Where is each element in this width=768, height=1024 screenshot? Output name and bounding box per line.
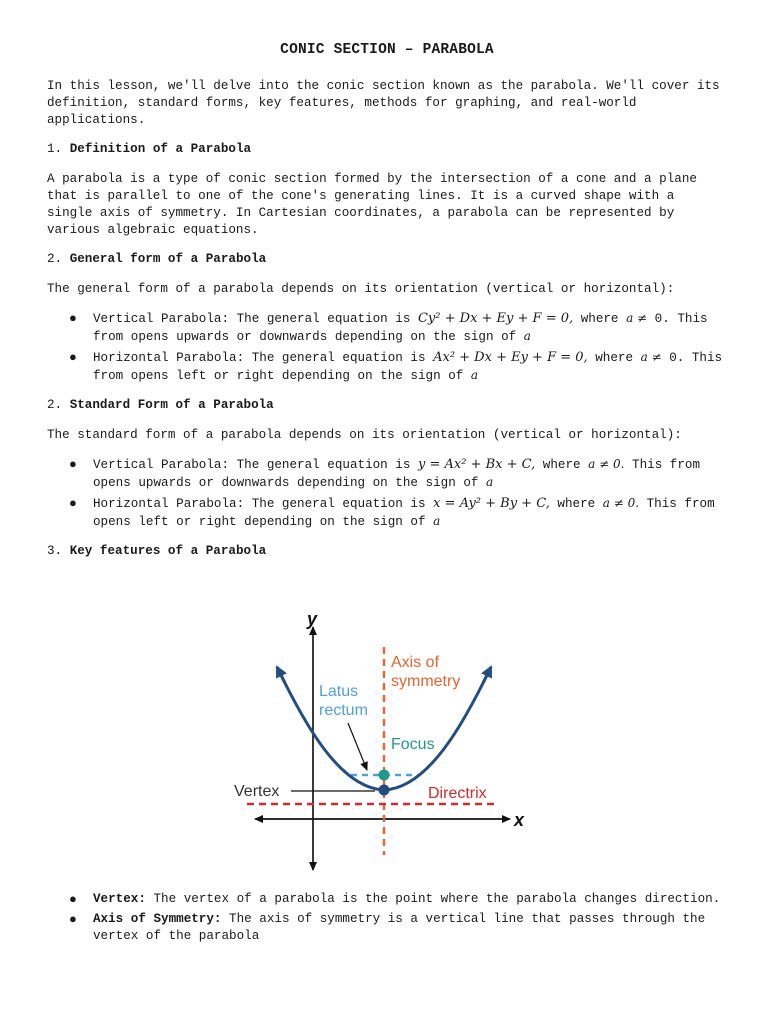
focus-label: Focus — [391, 736, 435, 753]
list-item: ● Vertex: The vertex of a parabola is the point where the parabola changes direction. — [69, 892, 721, 907]
bullet-icon: ● — [69, 457, 77, 472]
equation: y = Ax² + Bx + C, — [417, 457, 536, 472]
directrix-label: Directrix — [428, 785, 487, 802]
standard-form-paragraph: The standard form of a parabola depends on its orientation (vertical or horizontal): — [47, 428, 682, 442]
bullet-icon: ● — [69, 350, 77, 365]
term-vertex: Vertex: — [93, 892, 146, 906]
parabola-left-arrow — [277, 667, 285, 683]
key-features-list — [47, 891, 727, 957]
term-axis-of-symmetry: Axis of Symmetry: — [93, 912, 222, 926]
bullet-icon: ● — [69, 496, 77, 511]
list-item: ● Horizontal Parabola: The general equation is x = Ay² + By + C, where a ≠ 0. This from opens left or right depending on the sign of a — [69, 496, 715, 529]
x-axis-label: x — [514, 810, 525, 830]
axis-of-symmetry-label: symmetry — [391, 673, 461, 690]
latus-rectum-label: Latus — [319, 683, 359, 700]
equation: Ax² + Dx + Ey + F = 0, — [433, 350, 588, 365]
vertex-point — [379, 785, 390, 796]
section-title: General form of a Parabola — [69, 252, 267, 266]
section-number: 2. — [47, 398, 63, 412]
list-item: ● Horizontal Parabola: The general equation is Ax² + Dx + Ey + F = 0, where a ≠ 0. This from opens left or right depending on the sign of a — [69, 350, 723, 383]
page-title: CONIC SECTION – PARABOLA — [280, 42, 494, 58]
section-title: Standard Form of a Parabola — [69, 398, 274, 412]
y-axis-label: y — [307, 609, 318, 629]
general-form-list — [47, 310, 727, 385]
equation: x = Ay² + By + C, — [433, 496, 550, 511]
definition-paragraph: A parabola is a type of conic section formed by the intersection of a cone and a plane that is parallel to one of the cone's generating lines. It is a curved shape with a single axis of symmetry. In Cartesian coordinates, a parabola can be represented by various algebraic equations. — [47, 172, 697, 237]
list-item: ● Axis of Symmetry: The axis of symmetry is a vertical line that passes through the vertex of the parabola — [69, 912, 706, 943]
equation: Cy² + Dx + Ey + F = 0, — [417, 311, 574, 326]
bullet-icon: ● — [69, 912, 77, 927]
latus-rectum-pointer — [348, 723, 367, 770]
list-item: ● Vertical Parabola: The general equation is Cy² + Dx + Ey + F = 0, where a ≠ 0. This from opens upwards or downwards depending on the sign of a — [69, 311, 708, 344]
section-title: Definition of a Parabola — [69, 142, 252, 156]
axis-of-symmetry-label: Axis of — [391, 654, 440, 671]
general-form-paragraph: The general form of a parabola depends on its orientation (vertical or horizontal): — [47, 282, 675, 296]
section-heading-key-features — [47, 543, 727, 560]
section-heading-definition — [47, 141, 727, 158]
parabola-right-arrow — [483, 667, 491, 683]
intro-paragraph: In this lesson, we'll delve into the conic section known as the parabola. We'll cover its definition, standard forms, key features, methods for graphing, and real-world applications. — [47, 79, 720, 127]
vertex-label: Vertex — [234, 783, 280, 800]
section-number: 3. — [47, 544, 63, 558]
section-title: Key features of a Parabola — [69, 544, 267, 558]
section-heading-standard-form — [47, 397, 727, 414]
section-number: 1. — [47, 142, 63, 156]
document-page — [47, 40, 727, 573]
bullet-icon: ● — [69, 311, 77, 326]
latus-rectum-label: rectum — [319, 702, 368, 719]
list-item: ● Vertical Parabola: The general equation is y = Ax² + Bx + C, where a ≠ 0. This from opens upwards or downwards depending on the sign of a — [69, 457, 701, 490]
section-heading-general-form — [47, 251, 727, 268]
parabola-diagram — [225, 605, 535, 875]
section-number: 2. — [47, 252, 63, 266]
bullet-icon: ● — [69, 892, 77, 907]
focus-point — [379, 770, 390, 781]
standard-form-list — [47, 456, 727, 531]
